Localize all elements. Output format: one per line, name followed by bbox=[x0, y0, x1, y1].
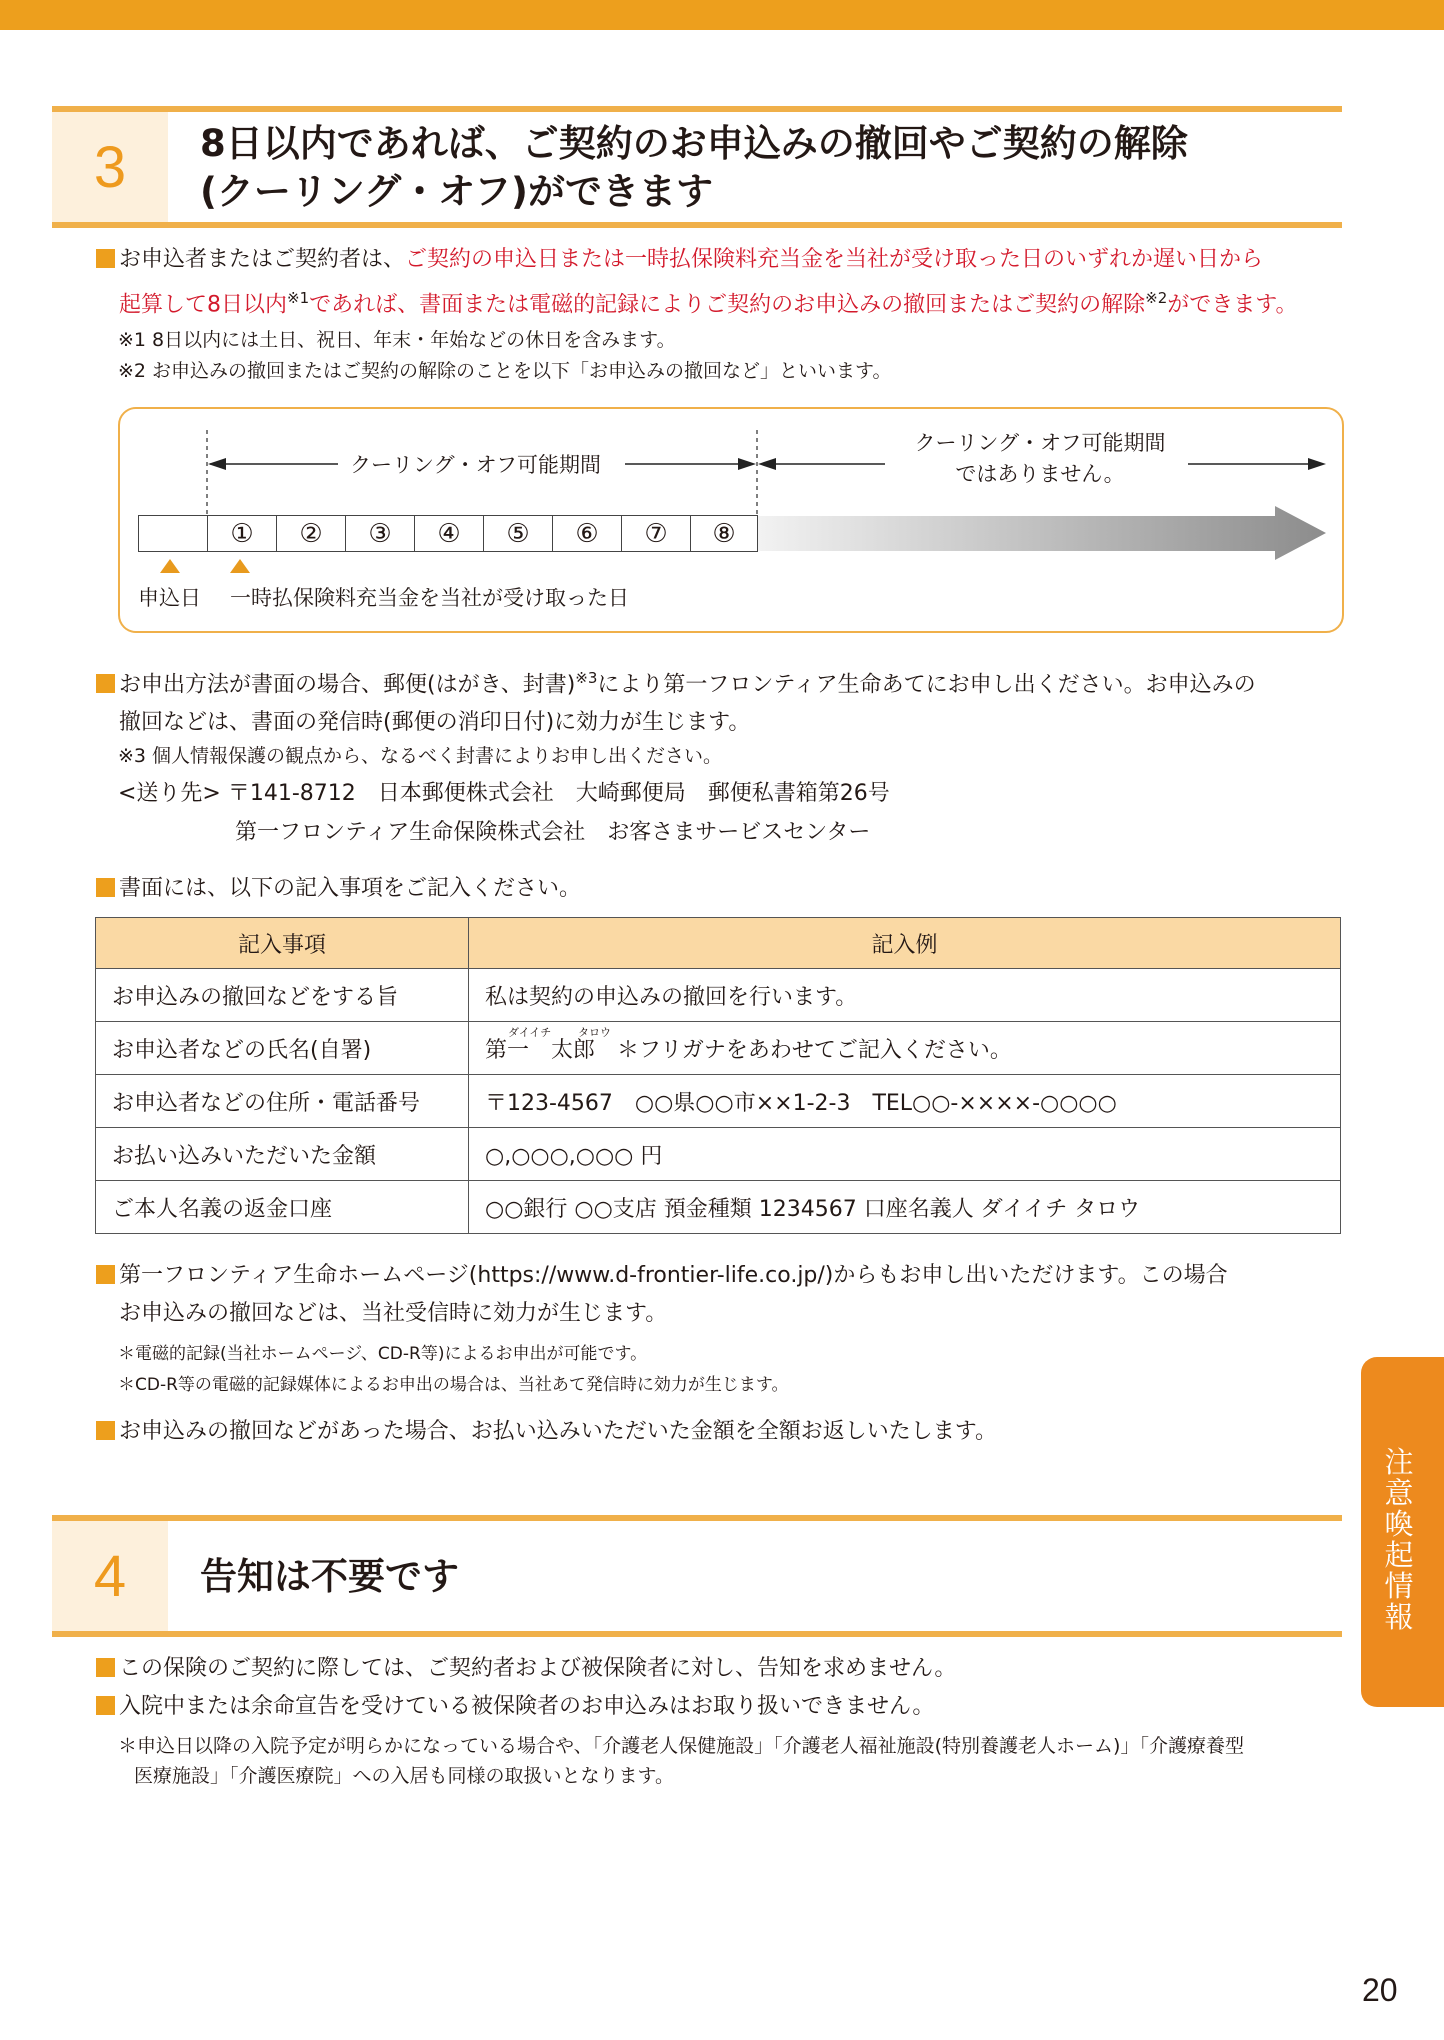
table-cell: ○,○○○,○○○ 円 bbox=[469, 1128, 1341, 1181]
note-electronic-1: ＊電磁的記録(当社ホームページ、CD-R等)によるお申出が可能です。 bbox=[118, 1344, 648, 1364]
day-cell: ② bbox=[276, 515, 346, 552]
timeline-graphics bbox=[0, 0, 1444, 700]
table-cell: お申込者などの氏名(自署) bbox=[96, 1022, 469, 1075]
day-cell: ④ bbox=[414, 515, 484, 552]
application-method-paragraph: お申出方法が書面の場合、郵便(はがき、封書)$^{※3}$により第一フロンティア生命あてにお申し出ください。お申込みの 撤回などは、書面の発信時(郵便の消印日付)に効力が生じます。 bbox=[96, 659, 1346, 742]
table-cell: お申込みの撤回などをする旨 bbox=[96, 969, 469, 1022]
day-cell: ⑥ bbox=[552, 515, 622, 552]
note-3: ※3 個人情報保護の観点から、なるべく封書によりお申し出ください。 bbox=[118, 745, 723, 767]
marker-triangle-icon bbox=[160, 559, 180, 573]
bullet-square-icon bbox=[96, 1265, 115, 1284]
table-row bbox=[96, 1075, 1341, 1128]
table-cell: ○○銀行 ○○支店 預金種類 1234567 口座名義人 ダイイチ タロウ bbox=[469, 1181, 1341, 1234]
table-cell: ご本人名義の返金口座 bbox=[96, 1181, 469, 1234]
marker-triangle-icon bbox=[230, 559, 250, 573]
table-cell: 私は契約の申込みの撤回を行います。 bbox=[469, 969, 1341, 1022]
table-cell: お払い込みいただいた金額 bbox=[96, 1128, 469, 1181]
page-number: 20 bbox=[1362, 1972, 1398, 2008]
bullet-square-icon bbox=[96, 1696, 115, 1715]
column-header: 記入事項 bbox=[96, 918, 469, 969]
refund-paragraph: お申込みの撤回などがあった場合、お払い込みいただいた金額を全額お返しいたします。 bbox=[96, 1413, 997, 1451]
address-line-2: 第一フロンティア生命保険株式会社 お客さまサービスセンター bbox=[235, 820, 871, 845]
furigana: タロウ bbox=[578, 1026, 611, 1039]
section-4-header bbox=[52, 1515, 1342, 1637]
day-cell: ⑤ bbox=[483, 515, 553, 552]
table-row bbox=[96, 1128, 1341, 1181]
bullet-square-icon bbox=[96, 1421, 115, 1440]
note-1: ※1 8日以内には土日、祝日、年末・年始などの休日を含みます。 bbox=[118, 329, 676, 351]
day-cell: ⑧ bbox=[690, 515, 758, 552]
form-items-intro: 書面には、以下の記入事項をご記入ください。 bbox=[96, 870, 581, 908]
bullet-square-icon bbox=[96, 878, 115, 897]
form-items-table bbox=[95, 917, 1341, 1234]
day-cell: ③ bbox=[345, 515, 415, 552]
table-row bbox=[96, 969, 1341, 1022]
section-number: 4 bbox=[52, 1521, 168, 1631]
period-label: クーリング・オフ可能期間 bbox=[350, 453, 601, 477]
bullet-square-icon bbox=[96, 674, 115, 693]
table-cell: 〒123-4567 ○○県○○市××1-2-3 TEL○○-××××-○○○○ bbox=[469, 1075, 1341, 1128]
label-received-date: 一時払保険料充当金を当社が受け取った日 bbox=[230, 586, 629, 610]
cooling-off-paragraph: お申込者またはご契約者は、ご契約の申込日または一時払保険料充当金を当社が受け取った日のいずれか遅い日から 起算して8日以内$^{※1}$であれば、書面または電磁的記録によりご契約のお申込みの撤回またはご契約の解除$^{※2}$ができます。 bbox=[96, 241, 1346, 324]
section-title: 8日以内であれば、ご契約のお申込みの撤回やご契約の解除 (クーリング・オフ)ができます bbox=[200, 122, 1188, 213]
section-number: 3 bbox=[52, 112, 168, 222]
note-2: ※2 お申込みの撤回またはご契約の解除のことを以下「お申込みの撤回など」といいます。 bbox=[118, 360, 892, 382]
section-4-body: この保険のご契約に際しては、ご契約者および被保険者に対し、告知を求めません。 入院中または余命宣告を受けている被保険者のお申込みはお取り扱いできません。 bbox=[96, 1650, 1346, 1726]
label-apply-date: 申込日 bbox=[138, 586, 201, 610]
day-cell: ① bbox=[207, 515, 277, 552]
furigana: ダイイチ bbox=[508, 1026, 552, 1039]
side-tab[interactable] bbox=[1361, 1357, 1444, 1707]
note-electronic-2: ＊CD-R等の電磁的記録媒体によるお申出の場合は、当社あて発信時に効力が生じます。 bbox=[118, 1375, 789, 1395]
section-title: 告知は不要です bbox=[200, 1555, 459, 1598]
day-cell-apply bbox=[138, 515, 208, 552]
table-header-row bbox=[96, 918, 1341, 969]
table-row bbox=[96, 1022, 1341, 1075]
column-header: 記入例 bbox=[469, 918, 1341, 969]
table-cell: お申込者などの住所・電話番号 bbox=[96, 1075, 469, 1128]
day-cell: ⑦ bbox=[621, 515, 691, 552]
bullet-square-icon bbox=[96, 1658, 115, 1677]
side-tab-label: 注意喚起情報 bbox=[1384, 1445, 1414, 1634]
address-line-1: <送り先> 〒141-8712 日本郵便株式会社 大崎郵便局 郵便私書箱第26号 bbox=[118, 781, 890, 806]
table-row bbox=[96, 1181, 1341, 1234]
section-4-note: ＊申込日以降の入院予定が明らかになっている場合や、「介護老人保健施設」「介護老人福祉施設(特別養護老人ホーム)」「介護療養型 医療施設」「介護医療院」への入居も同様の取扱いとなります。 bbox=[118, 1735, 1244, 1787]
not-period-label: クーリング・オフ可能期間 ではありません。 bbox=[914, 431, 1166, 486]
table-cell: 第一 太郎 ＊フリガナをあわせてご記入ください。 bbox=[469, 1022, 1341, 1075]
homepage-paragraph: 第一フロンティア生命ホームページ(https://www.d-frontier-life.co.jp/)からもお申し出いただけます。この場合 お申込みの撤回などは、当社受信時に効力が生じます。 bbox=[96, 1257, 1356, 1333]
